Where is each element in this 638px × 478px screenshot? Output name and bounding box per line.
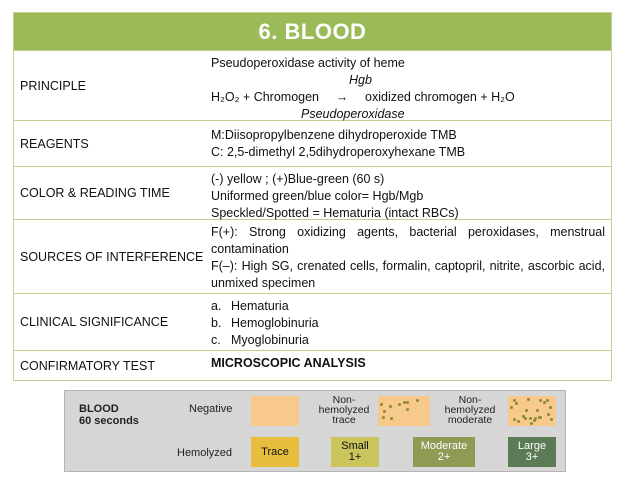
trace-swatch: Trace — [251, 437, 299, 467]
principle-pseudo: Pseudoperoxidase — [301, 107, 405, 121]
color-value — [207, 167, 611, 219]
equation-left: H₂O₂ + Chromogen — [211, 90, 320, 104]
list-item: b. Hemoglobinuria — [211, 316, 319, 330]
speckle-dot — [529, 417, 532, 420]
speckle-dot — [549, 406, 552, 409]
principle-line1: Pseudoperoxidase activity of heme — [211, 56, 405, 70]
speckle-dot — [536, 409, 539, 412]
hemolyzed-label: Hemolyzed — [177, 447, 233, 459]
interference-line2: F(–): High SG, crenated cells, formalin, captopril, nitrite, ascorbic acid, unmixed specimen — [211, 259, 605, 290]
nonhemolyzed-moderate-swatch — [508, 396, 556, 426]
color-line3: Speckled/Spotted = Hematuria (intact RBCs) — [211, 206, 459, 220]
equation-right: oxidized chromogen + H₂O — [365, 90, 515, 104]
arrow-icon: → — [335, 90, 349, 104]
row-color — [14, 166, 611, 219]
speckle-dot — [383, 410, 386, 413]
reagents-line2: C: 2,5-dimethyl 2,5dihydroperoxyhexane TMB — [211, 145, 466, 159]
speckle-dot — [510, 406, 513, 409]
row-confirmatory — [14, 350, 611, 380]
principle-equation — [211, 89, 605, 106]
speckle-dot — [517, 420, 520, 423]
chart-heading-blood: BLOOD — [79, 403, 119, 415]
row-clinical — [14, 293, 611, 350]
speckle-dot — [390, 417, 393, 420]
speckle-dot — [539, 399, 542, 402]
nonhemolyzed-moderate-label: Non- hemolyzed moderate — [444, 394, 496, 426]
speckle-dot — [406, 408, 409, 411]
speckle-dot — [546, 399, 549, 402]
speckle-dot — [547, 413, 550, 416]
speckle-dot — [416, 399, 419, 402]
nonhemolyzed-trace-label: Non- hemolyzed trace — [318, 394, 370, 426]
color-line2: Uniformed green/blue color= Hgb/Mgb — [211, 189, 424, 203]
reagents-value — [207, 121, 611, 166]
large-swatch: Large 3+ — [508, 437, 556, 467]
list-item: a. Hematuria — [211, 299, 289, 313]
chart-heading-time: 60 seconds — [79, 415, 139, 427]
interference-label: SOURCES OF INTERFERENCE — [20, 249, 204, 264]
speckle-dot — [530, 422, 533, 425]
speckle-dot — [524, 417, 527, 420]
clinical-label: CLINICAL SIGNIFICANCE — [20, 315, 169, 329]
list-item: c. Myoglobinuria — [211, 333, 309, 347]
speckle-dot — [406, 401, 409, 404]
reagents-line1: M:Diisopropylbenzene dihydroperoxide TMB — [211, 128, 457, 142]
confirmatory-value: MICROSCOPIC ANALYSIS — [211, 356, 366, 370]
speckle-dot — [527, 398, 530, 401]
row-principle — [14, 50, 611, 120]
principle-value — [207, 51, 611, 120]
speckle-dot — [550, 418, 553, 421]
speckle-dot — [389, 405, 392, 408]
negative-swatch — [251, 396, 299, 426]
blood-color-chart — [64, 390, 566, 472]
speckle-dot — [525, 409, 528, 412]
moderate-swatch: Moderate 2+ — [413, 437, 475, 467]
small-swatch: Small 1+ — [331, 437, 379, 467]
speckle-dot — [380, 403, 383, 406]
nonhemolyzed-trace-swatch — [378, 396, 430, 426]
interference-line1: F(+): Strong oxidizing agents, bacterial peroxidases, menstrual contamination — [211, 225, 605, 256]
interference-value — [207, 220, 611, 293]
clinical-list — [207, 294, 611, 350]
speckle-dot — [533, 419, 536, 422]
speckle-dot — [382, 416, 385, 419]
confirmatory-label: CONFIRMATORY TEST — [20, 358, 155, 373]
speckle-dot — [515, 402, 518, 405]
row-interference — [14, 219, 611, 293]
principle-hgb: Hgb — [349, 73, 372, 87]
color-label: COLOR & READING TIME — [20, 186, 170, 200]
reagents-label: REAGENTS — [20, 136, 89, 151]
speckle-dot — [513, 418, 516, 421]
speckle-dot — [398, 403, 401, 406]
negative-label: Negative — [189, 403, 233, 415]
principle-label: PRINCIPLE — [20, 78, 86, 93]
table-title: 6. BLOOD — [14, 13, 611, 50]
color-line1: (-) yellow ; (+)Blue-green (60 s) — [211, 172, 385, 186]
blood-table — [13, 12, 612, 381]
speckle-dot — [538, 416, 541, 419]
row-reagents — [14, 120, 611, 166]
